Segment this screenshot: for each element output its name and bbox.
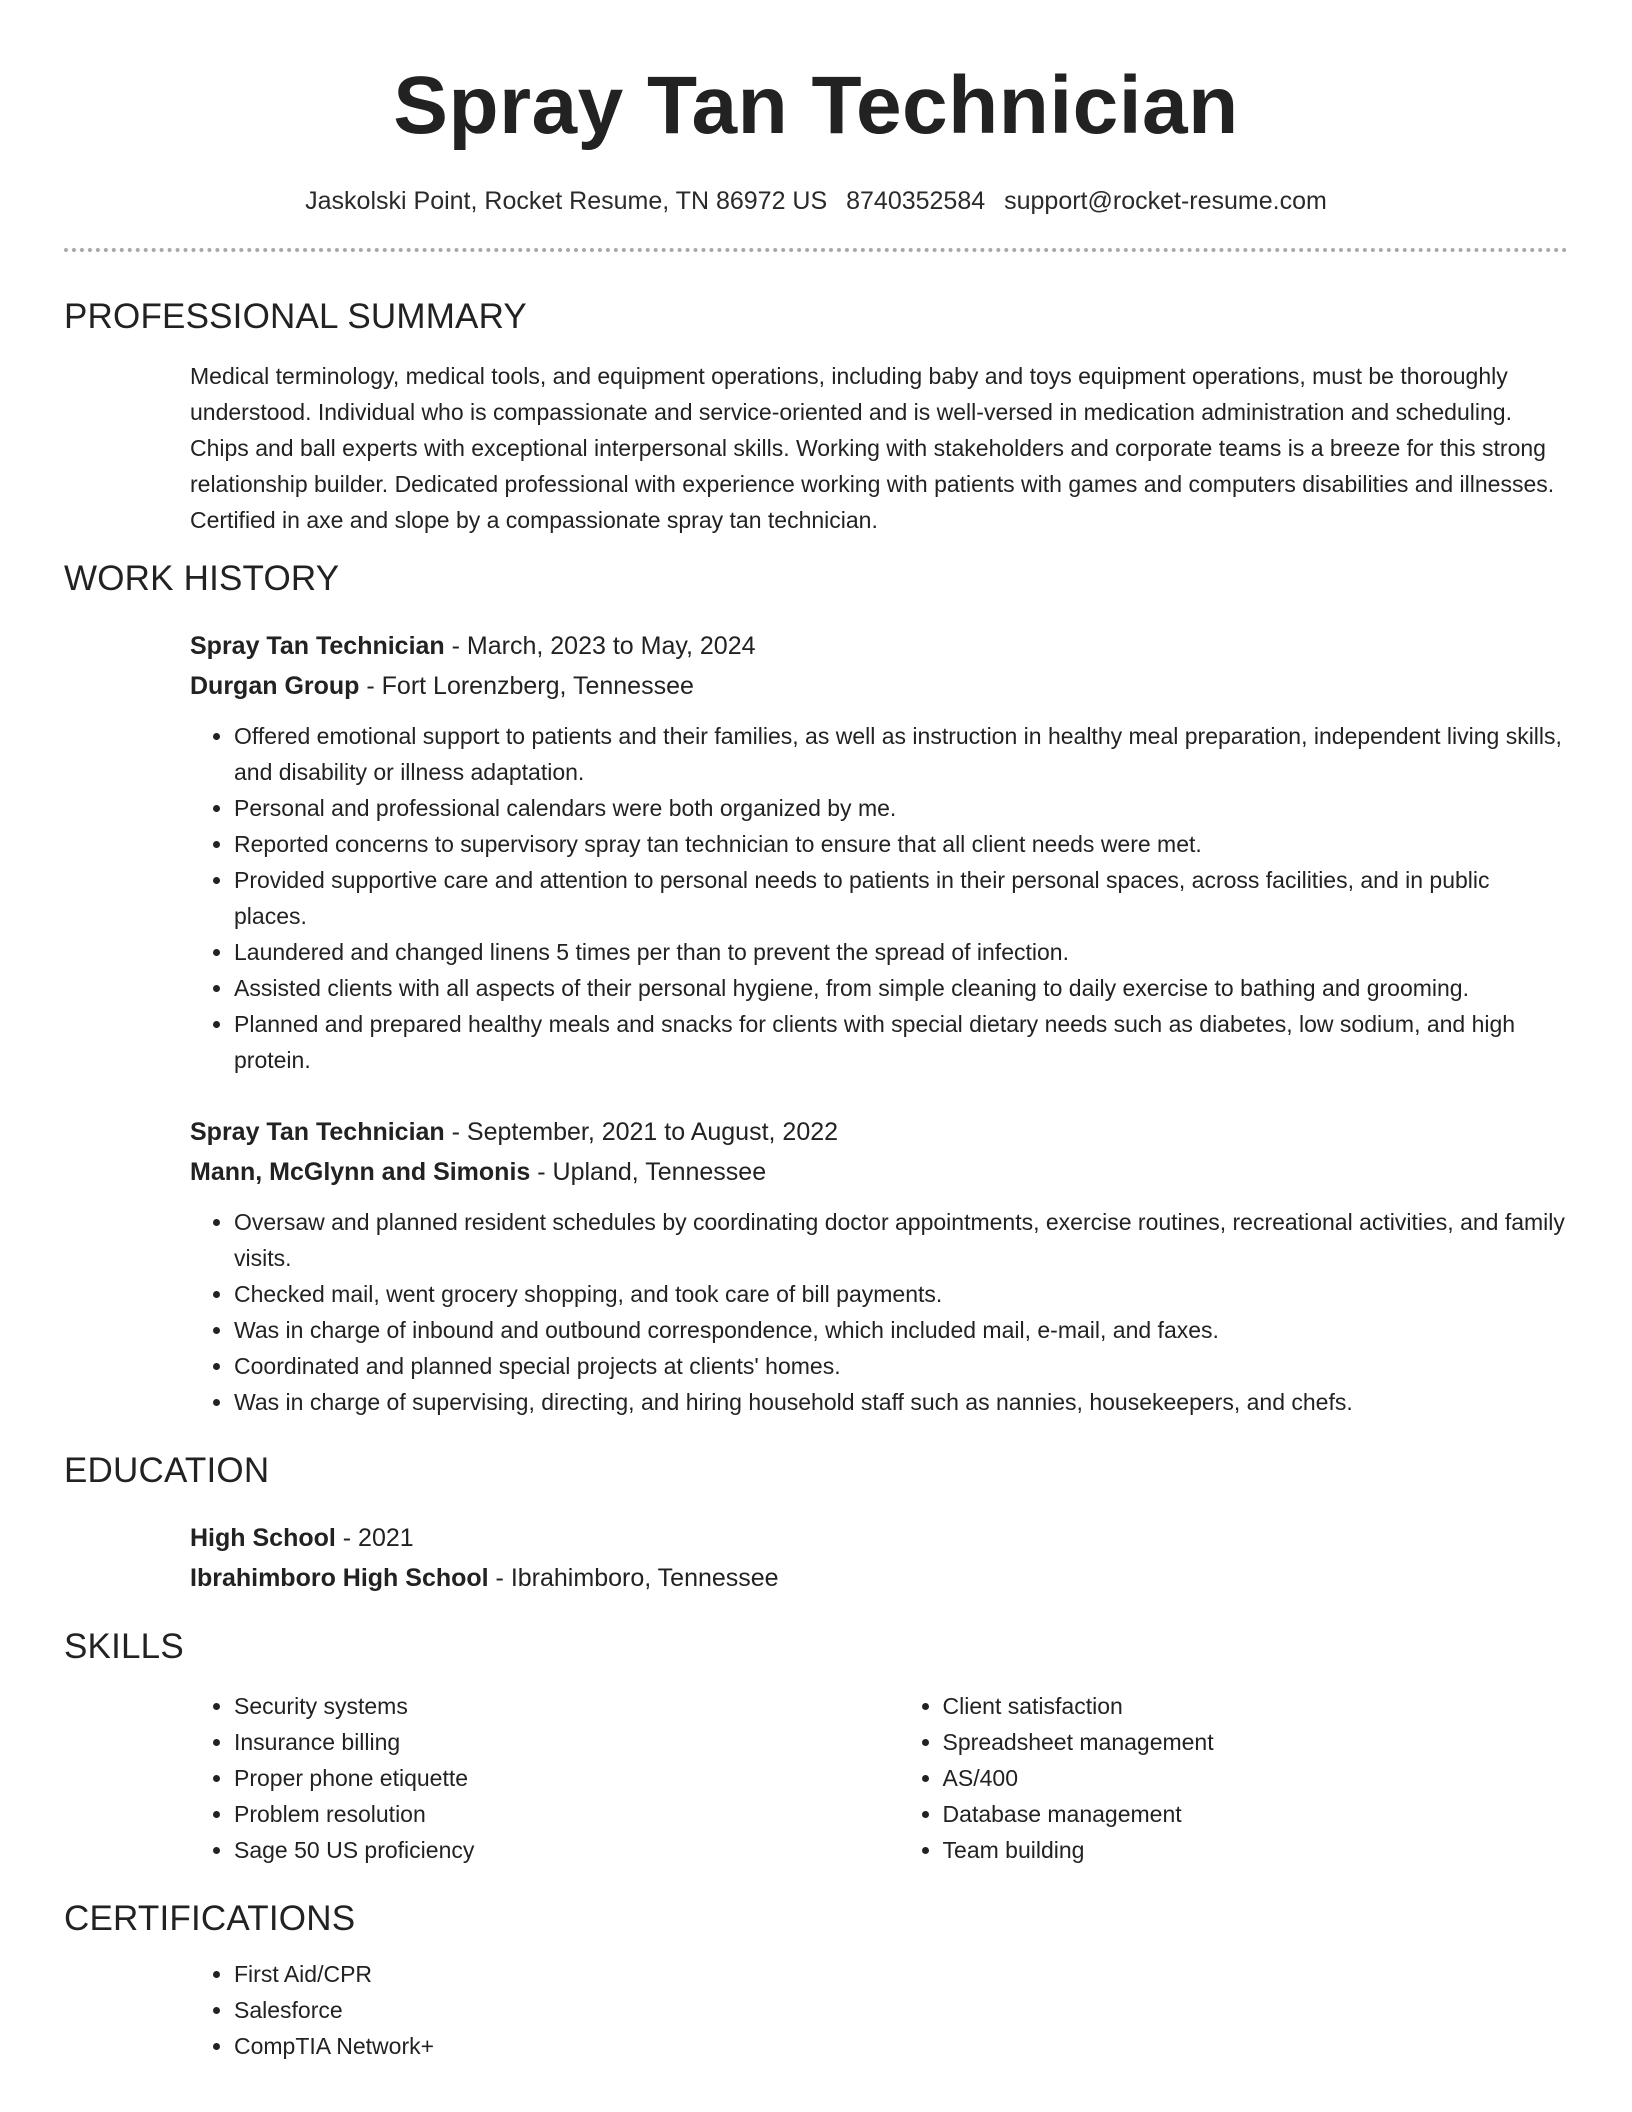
list-item: • Reported concerns to supervisory spray tan technician to ensure that all client needs were met.	[234, 826, 1568, 862]
list-item: • Personal and professional calendars were both organized by me.	[234, 790, 1568, 826]
list-item: • Coordinated and planned special projects at clients' homes.	[234, 1348, 1568, 1384]
certifications-heading: CERTIFICATIONS	[64, 1899, 356, 1938]
list-item: • Planned and prepared healthy meals and snacks for clients with special dietary needs such as diabetes, low sodium, and high protein.	[234, 1006, 1568, 1078]
skill-item: • Spreadsheet management	[943, 1724, 1568, 1760]
candidate-name: Spray Tan Technician	[393, 60, 1239, 151]
contact-email: support@rocket-resume.com	[1004, 187, 1327, 215]
skill-item: • Database management	[943, 1796, 1568, 1832]
job-entry	[190, 1112, 1568, 1420]
education-year: - 2021	[335, 1524, 414, 1552]
list-item: • Offered emotional support to patients and their families, as well as instruction in healthy meal preparation, independent living skills, and disability or illness adaptation.	[234, 718, 1568, 790]
job-title-line	[190, 1112, 1568, 1152]
skill-item: • Sage 50 US proficiency	[234, 1832, 899, 1868]
job-role: Spray Tan Technician	[190, 632, 445, 660]
list-item: • Assisted clients with all aspects of their personal hygiene, from simple cleaning to daily exercise to bathing and grooming.	[234, 970, 1568, 1006]
skills-columns	[190, 1688, 1568, 1868]
job-company: Durgan Group	[190, 672, 360, 700]
education-school: Ibrahimboro High School	[190, 1564, 489, 1592]
resume-page	[64, 0, 1568, 2064]
list-item: • Was in charge of inbound and outbound correspondence, which included mail, e-mail, and faxes.	[234, 1312, 1568, 1348]
skill-item: • Security systems	[234, 1688, 899, 1724]
job-location: - Fort Lorenzberg, Tennessee	[359, 672, 694, 700]
job-company: Mann, McGlynn and Simonis	[190, 1158, 531, 1186]
education-school-line	[190, 1558, 1568, 1598]
skill-item: • Insurance billing	[234, 1724, 899, 1760]
header-divider	[64, 248, 1568, 252]
contact-address: Jaskolski Point, Rocket Resume, TN 86972 US	[305, 187, 828, 215]
skill-item: • Proper phone etiquette	[234, 1760, 899, 1796]
job-title-line	[190, 626, 1568, 666]
contact-line	[64, 184, 1568, 218]
list-item: • Provided supportive care and attention to personal needs to patients in their personal spaces, across facilities, and in public places.	[234, 862, 1568, 934]
job-dates: - September, 2021 to August, 2022	[444, 1118, 839, 1146]
skill-item: • AS/400	[943, 1760, 1568, 1796]
certification-item: • First Aid/CPR	[234, 1956, 1568, 1992]
certifications-body	[190, 1956, 1568, 2064]
list-item: • Checked mail, went grocery shopping, and took care of bill payments.	[234, 1276, 1568, 1312]
job-company-line	[190, 666, 1568, 706]
education-location: - Ibrahimboro, Tennessee	[488, 1564, 779, 1592]
summary-heading: PROFESSIONAL SUMMARY	[64, 297, 527, 336]
skill-item: • Problem resolution	[234, 1796, 899, 1832]
certification-item: • CompTIA Network+	[234, 2028, 1568, 2064]
skill-item: • Team building	[943, 1832, 1568, 1868]
job-role: Spray Tan Technician	[190, 1118, 445, 1146]
skills-heading: SKILLS	[64, 1627, 184, 1666]
skills-list-left	[190, 1688, 899, 1868]
list-item: • Laundered and changed linens 5 times per than to prevent the spread of infection.	[234, 934, 1568, 970]
certification-item: • Salesforce	[234, 1992, 1568, 2028]
skill-item: • Client satisfaction	[943, 1688, 1568, 1724]
job-entry	[190, 626, 1568, 1078]
job-company-line	[190, 1152, 1568, 1192]
summary-text: Medical terminology, medical tools, and equipment operations, including baby and toys equipment operations, must be thoroughly understood. Individual who is compassionate and service-oriented and is well-versed in medication administration and scheduling. Chips and ball experts with exceptional interpersonal skills. Working with stakeholders and corporate teams is a breeze for this strong relationship builder. Dedicated professional with experience working with patients with games and computers disabilities and illnesses. Certified in axe and slope by a compassionate spray tan technician.	[190, 363, 1555, 533]
education-heading: EDUCATION	[64, 1451, 270, 1490]
contact-phone: 8740352584	[846, 187, 986, 215]
education-entry	[190, 1518, 1568, 1598]
certifications-list	[190, 1956, 1568, 2064]
list-item: • Oversaw and planned resident schedules by coordinating doctor appointments, exercise routines, recreational activities, and family visits.	[234, 1204, 1568, 1276]
job-duties-list	[190, 718, 1568, 1078]
education-degree-line	[190, 1518, 1568, 1558]
job-location: - Upland, Tennessee	[530, 1158, 767, 1186]
job-duties-list	[190, 1204, 1568, 1420]
list-item: • Was in charge of supervising, directing, and hiring household staff such as nannies, housekeepers, and chefs.	[234, 1384, 1568, 1420]
skills-list-right	[899, 1688, 1568, 1868]
education-degree: High School	[190, 1524, 336, 1552]
work-history-heading: WORK HISTORY	[64, 559, 340, 598]
job-dates: - March, 2023 to May, 2024	[444, 632, 756, 660]
